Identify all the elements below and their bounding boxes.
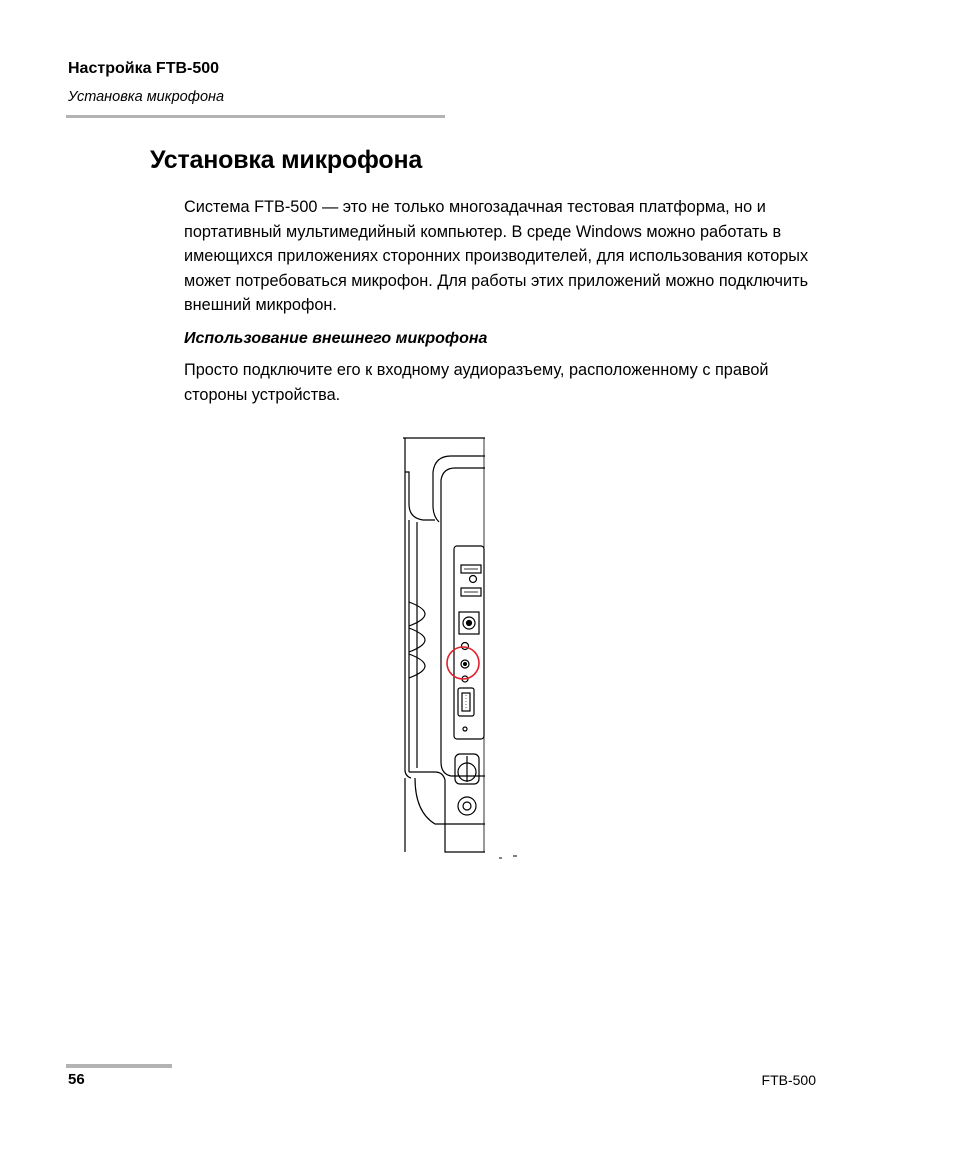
subheading: Использование внешнего микрофона <box>184 330 488 347</box>
page-title: Установка микрофона <box>150 146 423 174</box>
intro-paragraph: Система FTB-500 — это не только многозадачная тестовая платформа, но и портативный мультимедийный компьютер. В среде Windows можно работать в имеющихся приложениях сторонних производителей, для использования которых может потребоваться микрофон. Для работы этих приложений можно подключить внешний микрофон. <box>184 198 809 315</box>
footer-divider <box>66 1064 172 1068</box>
instruction-paragraph: Просто подключите его к входному аудиоразъему, расположенному с правой стороны устройства. <box>184 361 769 404</box>
device-side-illustration <box>395 432 535 862</box>
footer-product-name: FTB-500 <box>761 1072 816 1088</box>
header-divider <box>66 115 445 118</box>
running-header-section: Установка микрофона <box>68 89 225 105</box>
page-number: 56 <box>68 1071 85 1088</box>
running-header-chapter: Настройка FTB-500 <box>68 60 220 77</box>
